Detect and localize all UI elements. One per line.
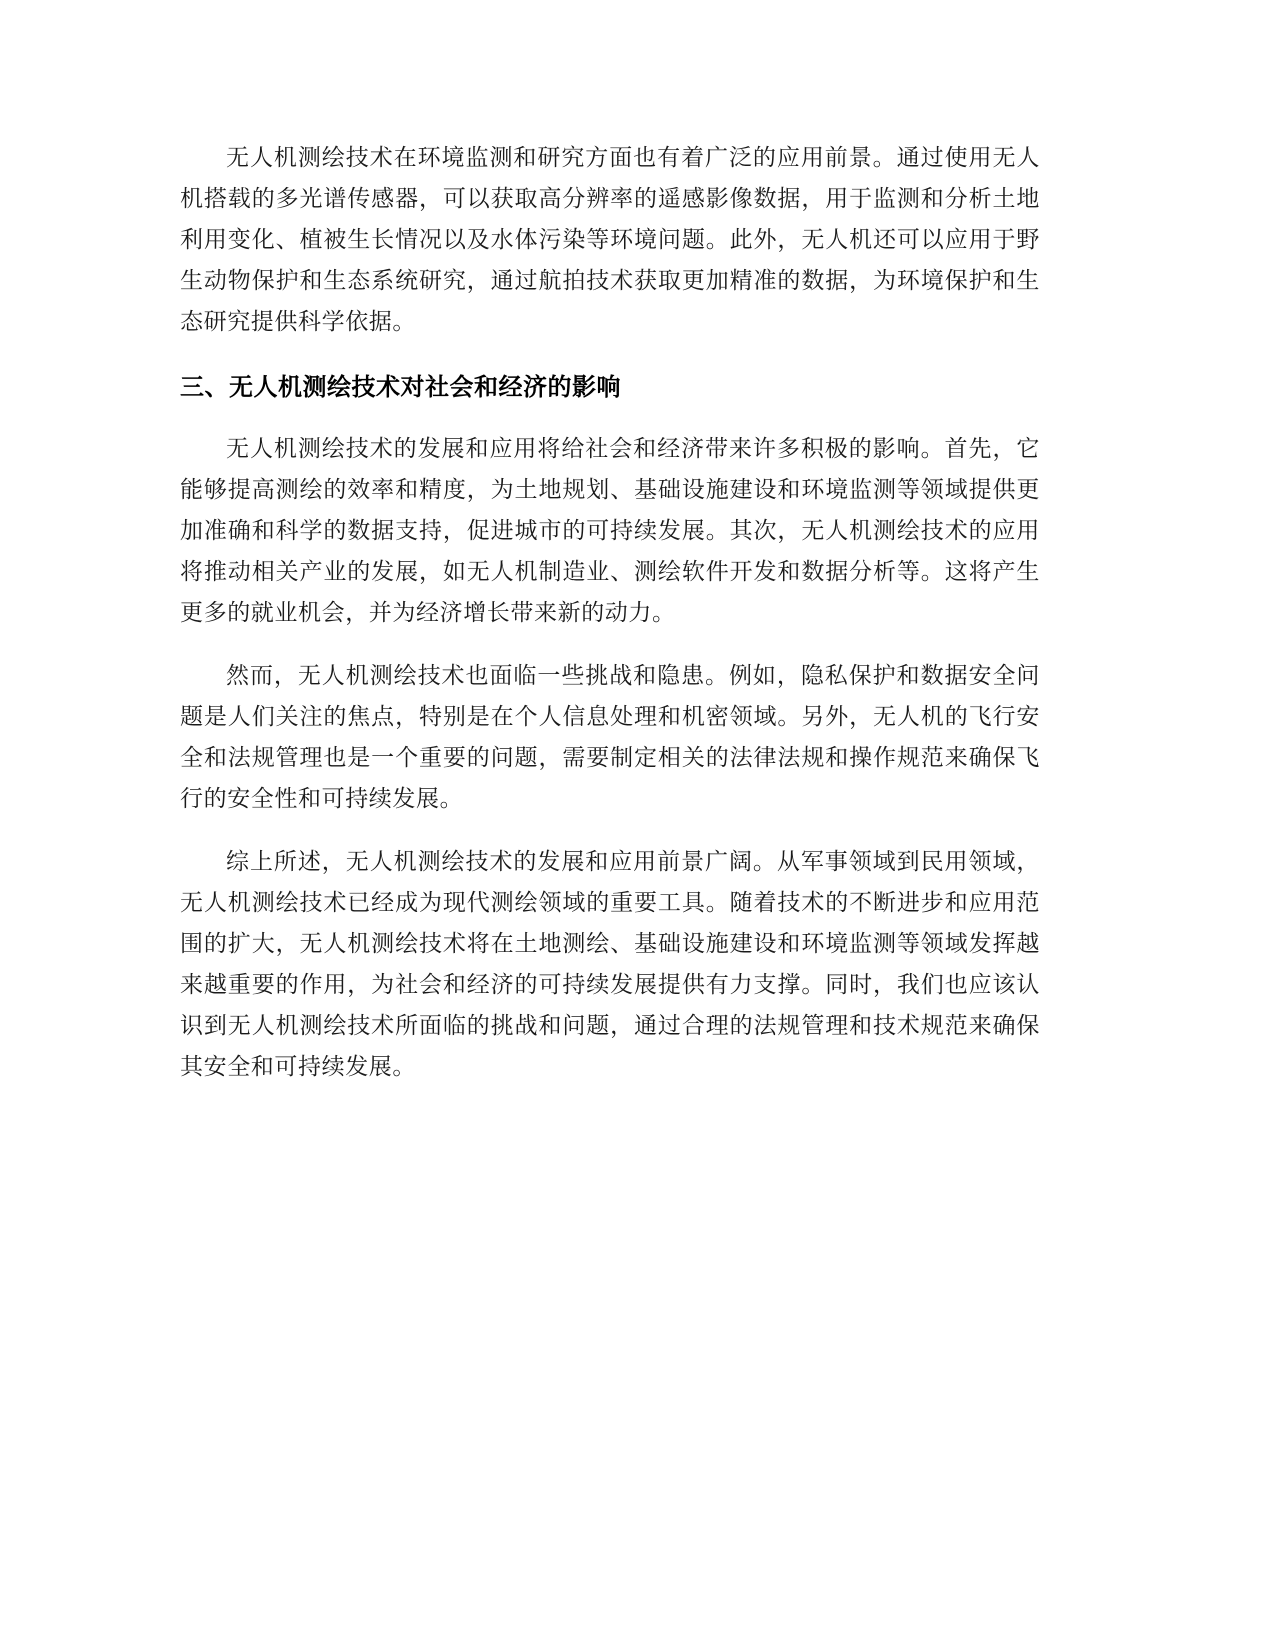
paragraph-social-economic-impact: 无人机测绘技术的发展和应用将给社会和经济带来许多积极的影响。首先，它能够提高测绘的效率和精度，为土地规划、基础设施建设和环境监测等领域提供更加准确和科学的数据支持，促进城市的可持续发展。其次，无人机测绘技术的应用将推动相关产业的发展，如无人机制造业、测绘软件开发和数据分析等。这将产生更多的就业机会，并为经济增长带来新的动力。 (180, 436, 1040, 626)
paragraph-conclusion: 综上所述，无人机测绘技术的发展和应用前景广阔。从军事领域到民用领域，无人机测绘技术已经成为现代测绘领域的重要工具。随着技术的不断进步和应用范围的扩大，无人机测绘技术将在土地测绘、基础设施建设和环境监测等领域发挥越来越重要的作用，为社会和经济的可持续发展提供有力支撑。同时，我们也应该认识到无人机测绘技术所面临的挑战和问题，通过合理的法规管理和技术规范来确保其安全和可持续发展。 (180, 849, 1040, 1080)
paragraph-challenges: 然而，无人机测绘技术也面临一些挑战和隐患。例如，隐私保护和数据安全问题是人们关注的焦点，特别是在个人信息处理和机密领域。另外，无人机的飞行安全和法规管理也是一个重要的问题，需要制定相关的法律法规和操作规范来确保飞行的安全性和可持续发展。 (180, 663, 1040, 812)
paragraph-environmental-monitoring: 无人机测绘技术在环境监测和研究方面也有着广泛的应用前景。通过使用无人机搭载的多光谱传感器，可以获取高分辨率的遥感影像数据，用于监测和分析土地利用变化、植被生长情况以及水体污染等环境问题。此外，无人机还可以应用于野生动物保护和生态系统研究，通过航拍技术获取更加精准的数据，为环境保护和生态研究提供科学依据。 (180, 145, 1040, 335)
section-heading: 三、无人机测绘技术对社会和经济的影响 (180, 373, 621, 401)
document-page (180, 138, 1040, 1088)
